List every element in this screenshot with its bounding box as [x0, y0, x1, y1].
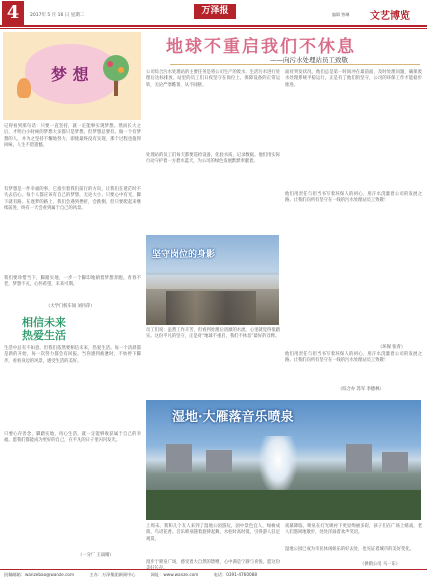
- editor-credit: 编辑 曾琳: [332, 12, 350, 17]
- section-title: 文艺博览: [370, 11, 410, 22]
- article-body-2: 处理站的员工们每天都要巡检设备，化验水质，记录数据。他们用实际行动守护着一方碧水蓝天，为公司的绿色发展默默奉献着。: [146, 153, 280, 165]
- child-figure-icon: [17, 78, 31, 98]
- photo-article-body-2: 夜幕降临，喷泉在灯光映衬下更显绚丽多彩，孩子们在广场上嬉戏，老人们悠闲地散步，处处洋溢着欢声笑语。: [285, 524, 422, 536]
- footer-rule: [0, 569, 427, 570]
- future-paragraph-2: 只要心存善念，脚踏实地，用心生活，就一定能够收获属于自己的幸福。愿我们都能成为更好的自己，在平凡的日子里闪闪发光。: [4, 432, 141, 444]
- article-title: 地球不重启我们不休息: [166, 37, 356, 57]
- future-byline: （一分厂 王雨晴）: [78, 553, 114, 558]
- dream-illustration: [3, 32, 141, 120]
- article-body-4: 员工们说：虽然工作辛苦，但看到处理后清澈的水流，心里就觉得很踏实。这份平凡的坚守，正是对“地球不重启，我们不休息”最好的诠释。: [146, 328, 280, 340]
- page-number: 4: [2, 1, 24, 25]
- article-extra: 他们用责任与担当书写着环保人的初心，用汗水浇灌着公司的发展之路。让我们向所有坚守在一线的污水处理站员工致敬！: [285, 352, 422, 364]
- article-body-3: 面对突发状况，他们总是第一时间冲在最前面，及时处理问题，确保废水处理系统平稳运行。正是有了他们的坚守，公司的环保工作才能稳步推进。: [285, 70, 422, 88]
- article-body-5: 他们用责任与担当书写着环保人的初心，用汗水浇灌着公司的发展之路。让我们向所有坚守在一线的污水处理站员工致敬！: [285, 192, 422, 204]
- dream-title: 梦 想: [51, 65, 89, 84]
- article-subtitle: ——向污水处理站员工致敬: [270, 56, 348, 64]
- page-header: [0, 0, 427, 26]
- footer-item: 主办：万泽集团新闻中心: [89, 572, 136, 577]
- title-rule: [170, 64, 420, 65]
- dream-paragraph-2: 有梦想是一件幸福的事，它指引着我们前行的方向，让我们在迷茫时不失去信心。每个人都应该有自己的梦想，无论大小，只要心中有光，脚下就有路。在逐梦的路上，我们会遇到挫折，会跌倒，但只要爬起来继续前进，终有一天会看到属于自己的风景。: [4, 187, 141, 212]
- page-footer: [4, 572, 424, 578]
- article-byline: （环保 张青）: [378, 345, 406, 350]
- photo-article-byline: （供销公司 马一东）: [360, 562, 401, 567]
- photo-article-body-3: 湿地公园已成为市民休闲娱乐的好去处，也见证着城市的美好变化。: [285, 547, 414, 552]
- footer-item: 电话：0391-4760088: [213, 572, 258, 577]
- article-credit: （综合办 苏军 李德林）: [338, 387, 384, 392]
- newspaper-logo: 万泽报: [194, 4, 236, 19]
- fountain-photo-caption: 湿地·大雁落音乐喷泉: [172, 410, 294, 425]
- tree-icon: [101, 52, 131, 96]
- future-paragraph-1: 生活中总有不如意，但我们依然要相信未来，热爱生活。每一个清晨都是新的开始，每一次努力都会有回报。当你感到疲惫时，不妨停下脚步，看看身边的风景，感受生活的美好。: [4, 346, 141, 364]
- staff-photo-caption: 坚守岗位的身影: [152, 250, 216, 260]
- photo-article-body-4: 漫步于喷泉广场，感受着大自然的馈赠，心中满是宁静与喜悦。愿这份: [146, 560, 280, 565]
- dream-byline: （大学门校车间 刘丹萍）: [46, 304, 95, 309]
- dream-paragraph-3: 我们要珍惜当下，脚踏实地，一步一个脚印地朝着梦想奔跑。青春不老，梦想不灭，心怀希望，未来可期。: [4, 276, 141, 288]
- issue-date: 2017年 5 月 16 日 星期二: [30, 13, 85, 18]
- section-heading-believe-future: 相信未来 热爱生活: [22, 316, 66, 342]
- header-rule: [0, 25, 427, 27]
- dream-paragraph-1: 记得看到那句话：只要一直坚持，就一定能够实现梦想。然而长大之后，才明白小时候的梦想大多都只是梦想，但梦想总要有。做一个有梦想的人，并为之坚持不懈地努力，即使最终没有实现，那个过程也值得回味，人生不留遗憾。: [4, 124, 141, 149]
- photo-article-body-1: 上周末，我和几个友人来到了湿地公园游玩，园中景色宜人，绿树成荫，鸟语花香。音乐喷泉随着旋律起舞，水柱时高时低，引得游人驻足观赏。: [146, 524, 280, 542]
- footer-item: 网址：www.wanze.com: [150, 572, 199, 577]
- footer-item: 投稿邮箱：wanzebao@wanze.com: [4, 572, 75, 577]
- header-rule-thin: [0, 28, 427, 29]
- article-body-1: 公司综合污水处理站的主要任务是将公司生产的废水、生活污水进行处理后达标排放。站里的员工们日夜坚守在岗位上，保障设备的正常运转，无论严寒酷暑，从不间断。: [146, 70, 280, 88]
